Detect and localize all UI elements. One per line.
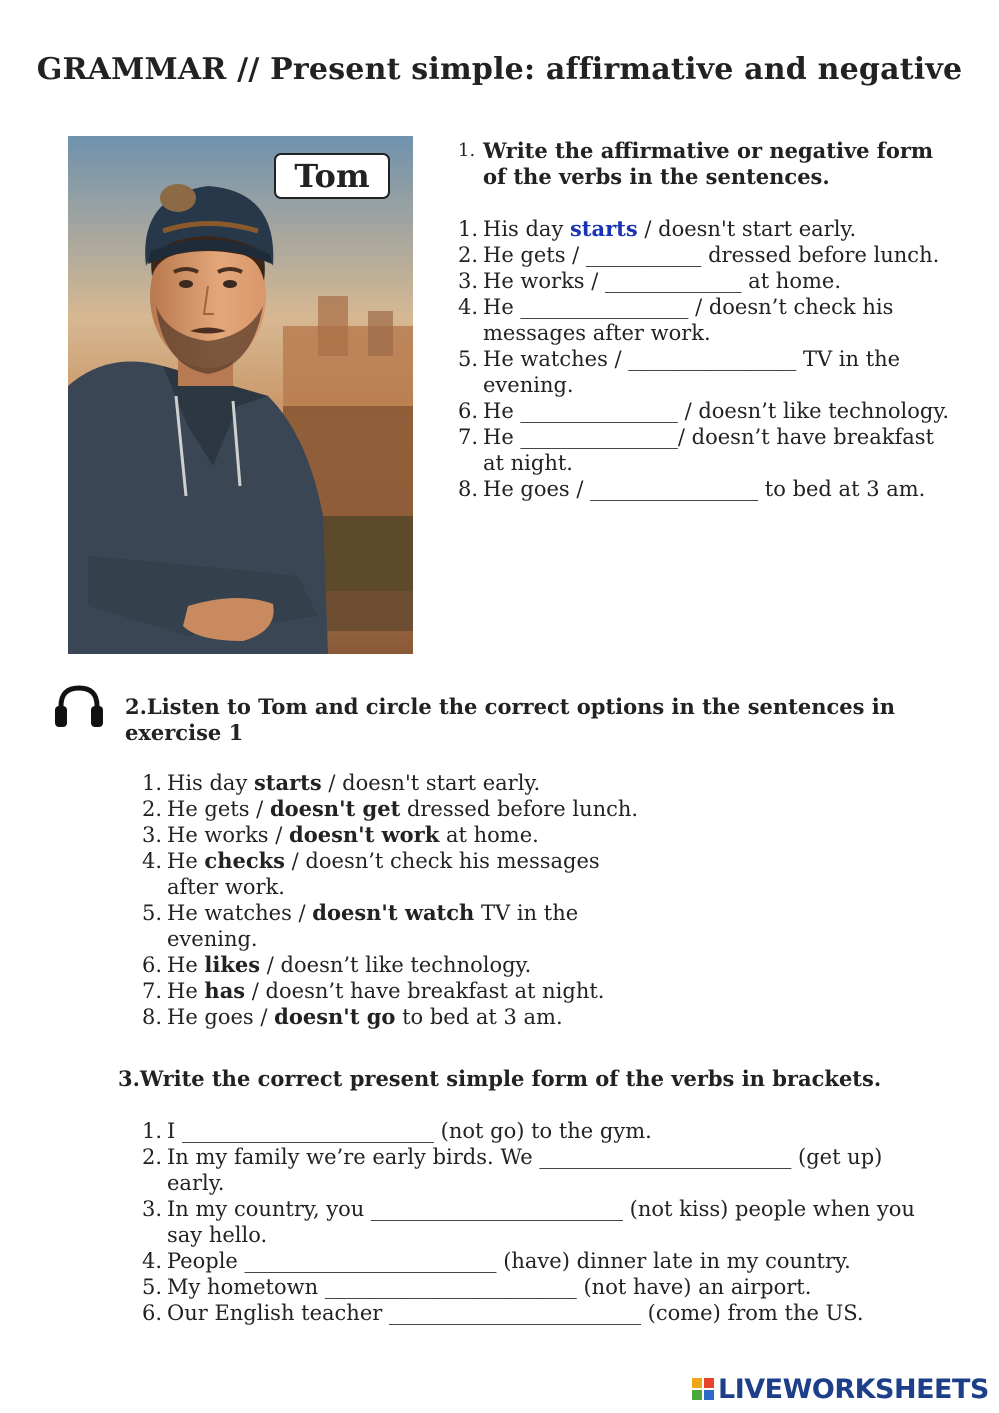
list-item	[142, 1196, 932, 1248]
item-number: 1.	[458, 217, 479, 241]
exercise1-instruction: Write the affirmative or negative form of the verbs in the sentences.	[483, 138, 934, 189]
page-title: GRAMMAR // Present simple: affirmative and negative	[36, 52, 963, 87]
highlighted-verb: starts	[253, 770, 322, 795]
list-item	[458, 294, 958, 346]
sentence-text: He goes /	[167, 1005, 275, 1029]
sentence-text: TV in the evening.	[167, 901, 579, 951]
list-item	[458, 424, 958, 476]
item-number: 3.	[458, 269, 479, 293]
item-number: 2.	[142, 797, 163, 821]
item-number: 8.	[142, 1005, 163, 1029]
tom-illustration	[68, 136, 413, 654]
exercise1-list	[458, 216, 958, 502]
exercise3-list	[142, 1118, 932, 1326]
sentence-text: / doesn’t check his messages after work.	[167, 849, 600, 899]
item-number: 1.	[142, 771, 163, 795]
sentence-text: He	[167, 849, 205, 873]
list-item	[142, 848, 642, 900]
item-number: 7.	[142, 979, 163, 1003]
list-item	[142, 900, 642, 952]
item-number: 4.	[458, 295, 479, 319]
list-item	[458, 242, 958, 268]
list-item	[142, 822, 642, 848]
list-item	[142, 1300, 932, 1326]
item-number: 4.	[142, 849, 163, 873]
sentence-text: He _______________ / doesn’t like technology.	[483, 399, 950, 423]
list-item	[142, 1118, 932, 1144]
sentence-text: His day	[483, 217, 570, 241]
item-number: 6.	[142, 1301, 163, 1325]
highlighted-verb: starts	[569, 216, 638, 241]
sentence-text: In my country, you ________________________ (not kiss) people when you say hello.	[167, 1197, 915, 1247]
sentence-text: He gets /	[167, 797, 270, 821]
exercise2-list	[142, 770, 642, 1030]
brand-text: LIVEWORKSHEETS	[718, 1373, 989, 1405]
sentence-text: He watches / ________________ TV in the evening.	[483, 347, 901, 397]
exercise1-number: 1.	[458, 140, 476, 161]
sentence-text: / doesn't start early.	[321, 771, 541, 795]
list-item	[458, 398, 958, 424]
item-number: 2.	[142, 1145, 163, 1169]
highlighted-verb: doesn't watch	[312, 900, 475, 925]
headphones-icon	[53, 684, 105, 728]
item-number: 3.	[142, 823, 163, 847]
exercise2-instruction: 2.Listen to Tom and circle the correct options in the sentences in exercise 1	[125, 694, 896, 745]
sentence-text: In my family we’re early birds. We ________________________ (get up) early.	[167, 1145, 883, 1195]
highlighted-verb: likes	[204, 952, 261, 977]
highlighted-verb: has	[204, 978, 246, 1003]
sentence-text: / doesn’t have breakfast at night.	[245, 979, 605, 1003]
sentence-text: / doesn’t like technology.	[260, 953, 532, 977]
tom-photo	[68, 136, 413, 654]
item-number: 3.	[142, 1197, 163, 1221]
sentence-text: People ________________________ (have) dinner late in my country.	[167, 1249, 851, 1273]
sentence-text: to bed at 3 am.	[395, 1005, 563, 1029]
item-number: 6.	[458, 399, 479, 423]
sentence-text: He _______________/ doesn’t have breakfast at night.	[483, 425, 934, 475]
sentence-text: My hometown ________________________ (not have) an airport.	[167, 1275, 812, 1299]
item-number: 4.	[142, 1249, 163, 1273]
name-tag: Tom	[274, 153, 390, 199]
sentence-text: I ________________________ (not go) to the gym.	[167, 1119, 652, 1143]
list-item	[142, 978, 642, 1004]
item-number: 5.	[142, 1275, 163, 1299]
sentence-text: He	[167, 979, 205, 1003]
list-item	[142, 1248, 932, 1274]
exercise1-heading	[458, 138, 958, 190]
item-number: 8.	[458, 477, 479, 501]
list-item	[142, 952, 642, 978]
sentence-text: He	[167, 953, 205, 977]
sentence-text: dressed before lunch.	[400, 797, 639, 821]
sentence-text: / doesn't start early.	[637, 217, 857, 241]
sentence-text: He works /	[167, 823, 290, 847]
brand-footer[interactable]	[692, 1372, 992, 1406]
exercise3-instruction: 3.Write the correct present simple form of the verbs in brackets.	[118, 1066, 882, 1091]
item-number: 5.	[142, 901, 163, 925]
sentence-text: He works / _____________ at home.	[483, 269, 841, 293]
list-item	[458, 216, 958, 242]
list-item	[142, 1144, 932, 1196]
list-item	[142, 1004, 642, 1030]
item-number: 7.	[458, 425, 479, 449]
list-item	[458, 268, 958, 294]
list-item	[458, 476, 958, 502]
liveworksheets-logo-icon	[692, 1378, 714, 1400]
list-item	[458, 346, 958, 398]
sentence-text: at home.	[439, 823, 539, 847]
highlighted-verb: doesn't get	[269, 796, 401, 821]
sentence-text: His day	[167, 771, 254, 795]
highlighted-verb: checks	[204, 848, 285, 873]
item-number: 5.	[458, 347, 479, 371]
sentence-text: He ________________ / doesn’t check his messages after work.	[483, 295, 894, 345]
list-item	[142, 1274, 932, 1300]
highlighted-verb: doesn't go	[274, 1004, 396, 1029]
sentence-text: Our English teacher ________________________ (come) from the US.	[167, 1301, 864, 1325]
sentence-text: He watches /	[167, 901, 313, 925]
highlighted-verb: doesn't work	[289, 822, 440, 847]
sentence-text: He gets / ___________ dressed before lunch.	[483, 243, 940, 267]
item-number: 1.	[142, 1119, 163, 1143]
item-number: 6.	[142, 953, 163, 977]
item-number: 2.	[458, 243, 479, 267]
list-item	[142, 796, 642, 822]
sentence-text: He goes / ________________ to bed at 3 am.	[483, 477, 926, 501]
list-item	[142, 770, 642, 796]
